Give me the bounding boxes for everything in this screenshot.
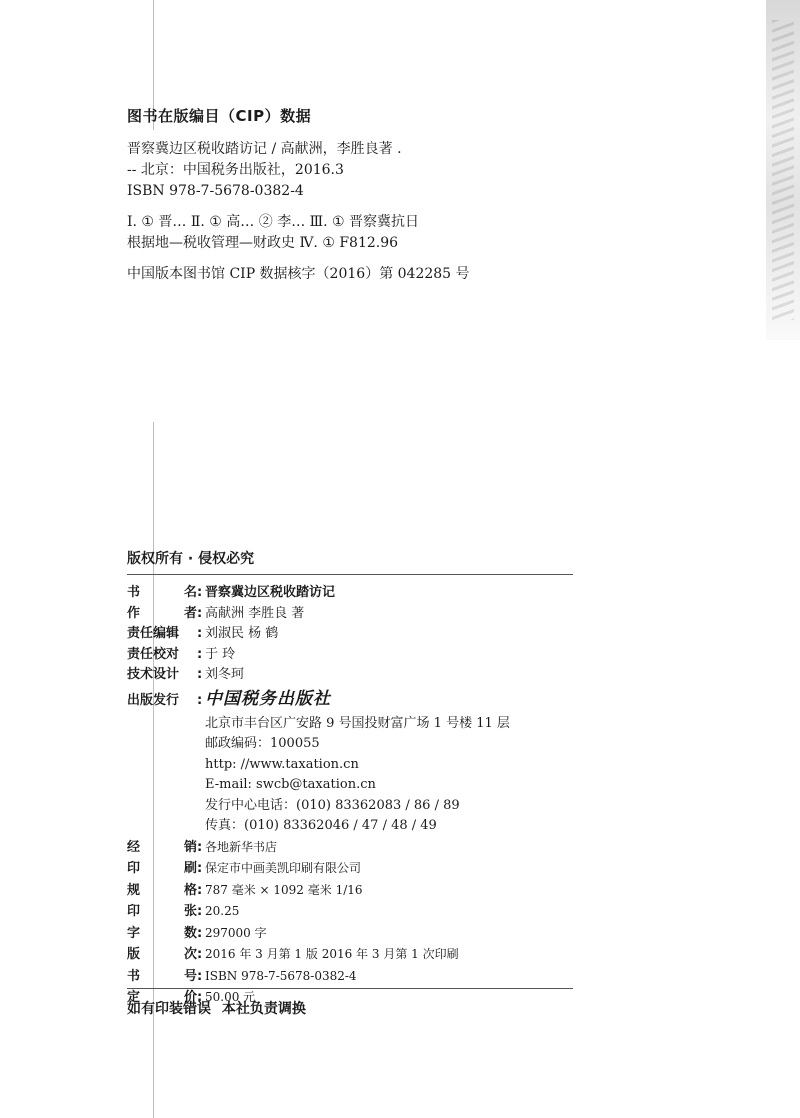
value-format: 787 毫米 × 1092 毫米 1/16 xyxy=(205,882,363,897)
row-designer: 技术设计 : 刘冬珂 xyxy=(127,665,587,686)
label-printer: 印 刷 xyxy=(127,861,197,876)
publisher-address: 北京市丰台区广安路 9 号国投财富广场 1 号楼 11 层 xyxy=(205,715,510,731)
label-designer: 技术设计 xyxy=(127,667,180,682)
row-price: 定 价 : 50.00 元 xyxy=(127,987,587,1009)
cip-classification-2: 根据地—税收管理—财政史 Ⅳ. ① F812.96 xyxy=(127,235,399,251)
label-edition: 版 次 xyxy=(127,947,197,962)
cip-line-title-author: 晋察冀边区税收踏访记 / 高献洲，李胜良著 . xyxy=(127,141,402,157)
row-format: 规 格 : 787 毫米 × 1092 毫米 1/16 xyxy=(127,880,587,902)
value-distributor: 各地新华书店 xyxy=(205,839,278,854)
divider-top xyxy=(127,574,573,575)
divider-bottom xyxy=(127,988,573,989)
value-isbn: ISBN 978-7-5678-0382-4 xyxy=(205,968,357,983)
label-author: 作 者 xyxy=(127,605,197,621)
cip-classification-1: Ⅰ. ① 晋… Ⅱ. ① 高… ② 李… Ⅲ. ① 晋察冀抗日 xyxy=(127,214,420,230)
decorative-edge-image xyxy=(766,0,800,340)
value-book-title: 晋察冀边区税收踏访记 xyxy=(205,585,336,600)
value-proofreader: 于 玲 xyxy=(205,646,236,662)
row-proofreader: 责任校对 : 于 玲 xyxy=(127,645,587,666)
value-designer: 刘冬珂 xyxy=(205,667,245,682)
publisher-website: http: //www.taxation.cn xyxy=(205,756,359,772)
value-printer: 保定市中画美凯印刷有限公司 xyxy=(205,861,362,875)
label-distributor: 经 销 xyxy=(127,839,197,855)
row-isbn: 书 号 : ISBN 978-7-5678-0382-4 xyxy=(127,966,587,988)
label-publisher: 出版发行 xyxy=(127,692,180,708)
value-edition: 2016 年 3 月第 1 版 2016 年 3 月第 1 次印刷 xyxy=(205,947,459,961)
publisher-email: E-mail: swcb@taxation.cn xyxy=(205,777,376,792)
copyright-info xyxy=(127,583,587,1009)
row-author: 作 者 : 高献洲 李胜良 著 xyxy=(127,604,587,625)
label-book-title: 书 名 xyxy=(127,585,197,600)
row-words: 字 数 : 297000 字 xyxy=(127,923,587,945)
label-price: 定 价 xyxy=(127,990,197,1005)
label-sheets: 印 张 xyxy=(127,904,197,919)
cip-record-number: 中国版本图书馆 CIP 数据核字（2016）第 042285 号 xyxy=(127,266,470,282)
label-isbn: 书 号 xyxy=(127,968,197,984)
label-proofreader: 责任校对 xyxy=(127,646,180,662)
cip-line-isbn: ISBN 978-7-5678-0382-4 xyxy=(127,183,304,199)
cip-line-publisher: -- 北京：中国税务出版社，2016.3 xyxy=(127,162,344,178)
cip-title: 图书在版编目（CIP）数据 xyxy=(127,107,312,125)
row-edition: 版 次 : 2016 年 3 月第 1 版 2016 年 3 月第 1 次印刷 xyxy=(127,944,587,966)
label-format: 规 格 xyxy=(127,882,197,898)
footer-notice: 如有印装错误 本社负责调换 xyxy=(127,1001,306,1017)
row-sheets: 印 张 : 20.25 xyxy=(127,901,587,923)
publisher-logo-name: 中国税务出版社 xyxy=(205,688,331,709)
row-editor: 责任编辑 : 刘淑民 杨 鹤 xyxy=(127,624,587,645)
value-editor: 刘淑民 杨 鹤 xyxy=(205,626,279,641)
row-printer: 印 刷 : 保定市中画美凯印刷有限公司 xyxy=(127,858,587,880)
value-author: 高献洲 李胜良 著 xyxy=(205,605,305,621)
row-distributor: 经 销 : 各地新华书店 xyxy=(127,837,587,859)
label-editor: 责任编辑 xyxy=(127,626,180,641)
publisher-sales-phone: 发行中心电话：(010) 83362083 / 86 / 89 xyxy=(205,797,460,813)
cip-block xyxy=(127,105,587,285)
value-price: 50.00 元 xyxy=(205,990,256,1004)
publisher-postcode: 邮政编码：100055 xyxy=(205,736,320,751)
copyright-notice: 版权所有 · 侵权必究 xyxy=(127,551,255,567)
row-book-title: 书 名 : 晋察冀边区税收踏访记 xyxy=(127,583,587,604)
value-words: 297000 字 xyxy=(205,925,267,940)
publisher-fax: 传真：(010) 83362046 / 47 / 48 / 49 xyxy=(205,818,437,833)
value-sheets: 20.25 xyxy=(205,904,240,918)
row-publisher: 出版发行 : 中国税务出版社 xyxy=(127,686,587,714)
label-words: 字 数 xyxy=(127,925,197,941)
